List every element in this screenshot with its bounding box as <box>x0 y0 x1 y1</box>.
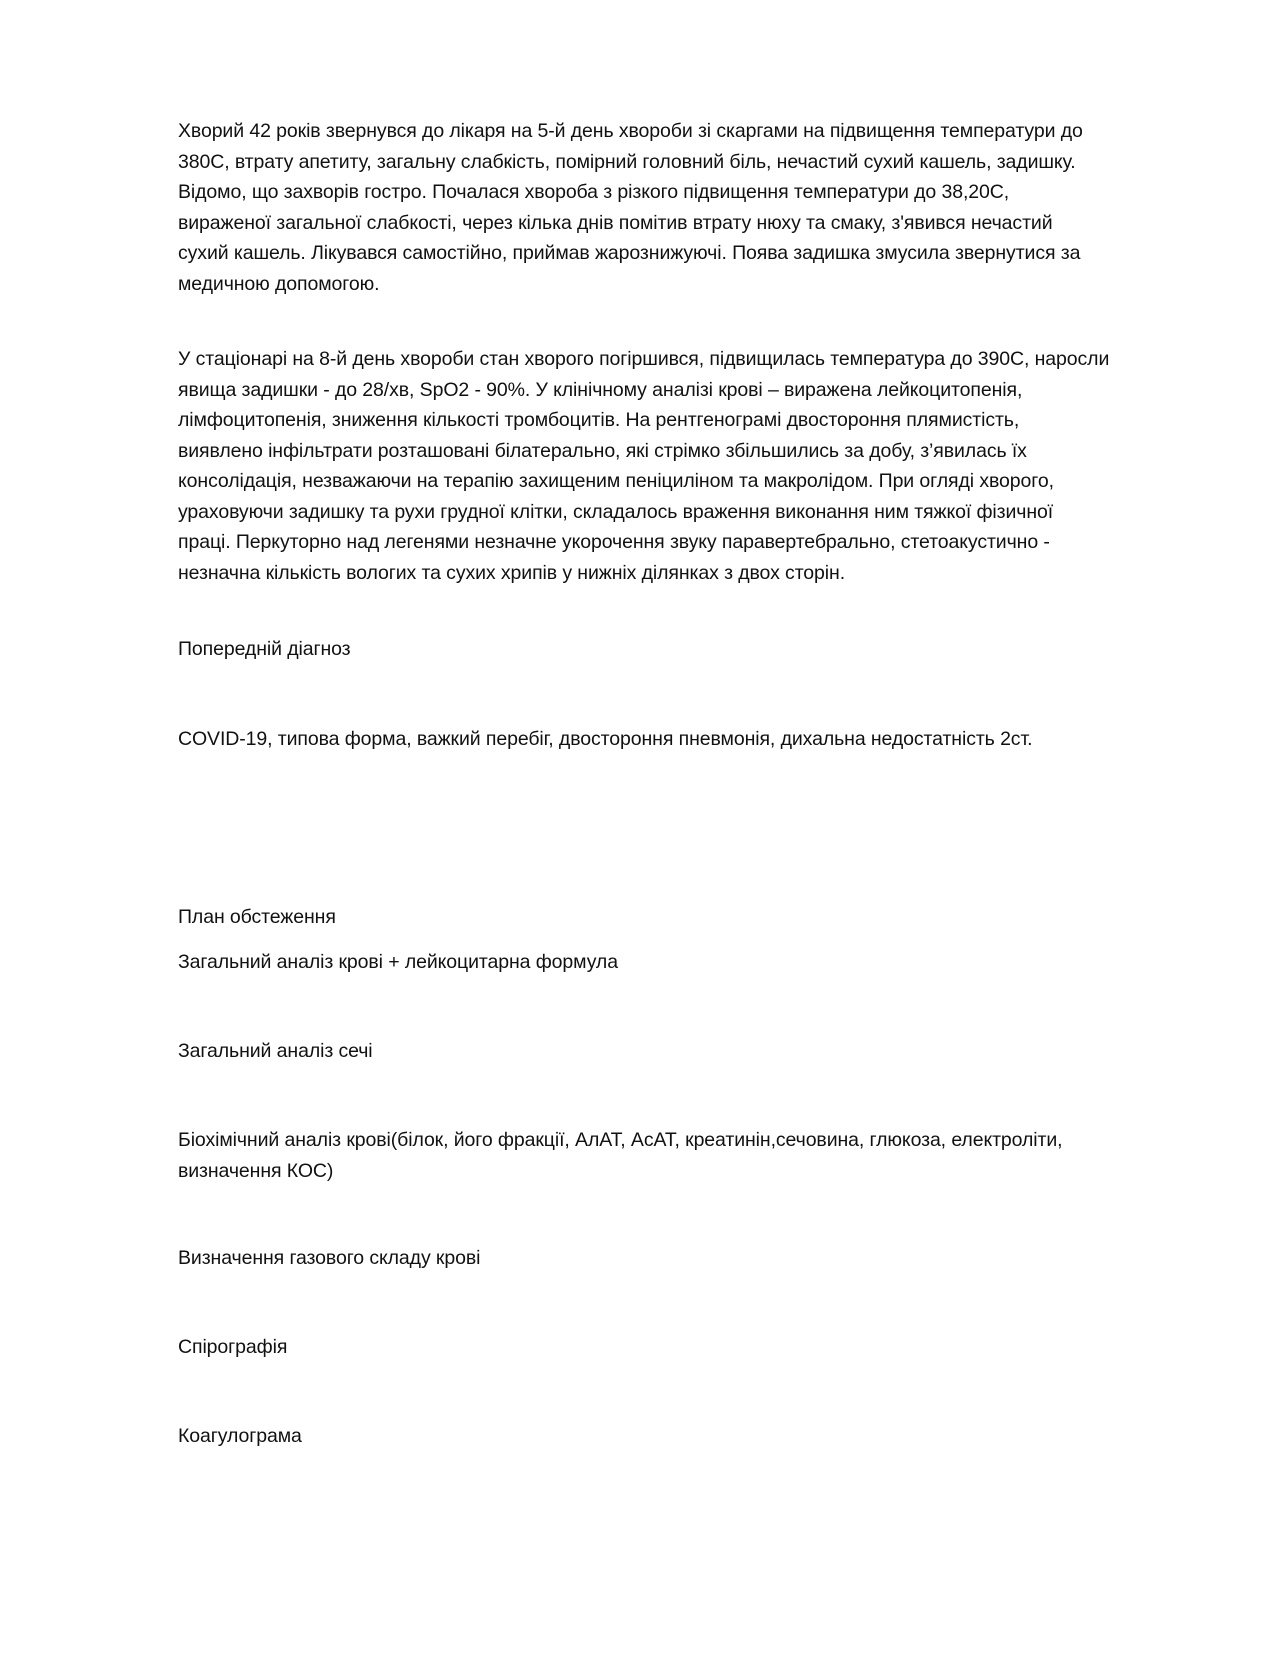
diagnosis-text: COVID-19, типова форма, важкий перебіг, двостороння пневмонія, дихальна недостатність 2ст. <box>178 728 1033 750</box>
hospital-course-paragraph: У стаціонарі на 8-й день хвороби стан хворого погіршився, підвищилась температура до 390С, наросли явища задишки - до 28/хв, SpO2 - 90%. У клінічному аналізі крові – виражена лейкоцитопенія, лімфоцитопенія, зниження кількості тромбоцитів. На рентгенограмі двостороння плямистість, виявлено інфільтрати розташовані білатерально, які стрімко збільшились за добу, з’явилась їх консолідація, незважаючи на терапію захищеним пеніциліном та макролідом. При огляді хворого, ураховуючи задишку та рухи грудної клітки, складалось враження виконання ним тяжкої фізичної праці. Перкуторно над легенями незначне укорочення звуку паравертебрально, стетоакустично - незначна кількість вологих та сухих хрипів у нижніх ділянках з двох сторін. <box>178 348 1110 584</box>
case-intro-paragraph: Хворий 42 років звернувся до лікаря на 5-й день хвороби зі скаргами на підвищення температури до 380С, втрату апетиту, загальну слабкість, помірний головний біль, нечастий сухий кашель, задишку. Відомо, що захворів гостро. Почалася хвороба з різкого підвищення температури до 38,20С, вираженої загальної слабкості, через кілька днів помітив втрату нюху та смаку, з'явився нечастий сухий кашель. Лікувався самостійно, приймав жарознижуючі. Поява задишка змусила звернутися за медичною допомогою. <box>178 120 1083 295</box>
plan-item-coagulogram: Коагулограма <box>178 1425 302 1447</box>
plan-item-biochemistry: Біохімічний аналіз крові(білок, його фракції, АлАТ, АсАТ, креатинін,сечовина, глюкоза, електроліти, визначення КОС) <box>178 1129 1063 1182</box>
plan-item-blood-test: Загальний аналіз крові + лейкоцитарна формула <box>178 951 618 973</box>
plan-item-blood-gas: Визначення газового складу крові <box>178 1247 481 1269</box>
plan-item-spirography: Спірографія <box>178 1336 288 1358</box>
plan-heading: План обстеження <box>178 906 336 928</box>
plan-item-urinalysis: Загальний аналіз сечі <box>178 1040 373 1062</box>
document-page <box>178 0 1208 1656</box>
diagnosis-heading: Попередній діагноз <box>178 638 351 660</box>
